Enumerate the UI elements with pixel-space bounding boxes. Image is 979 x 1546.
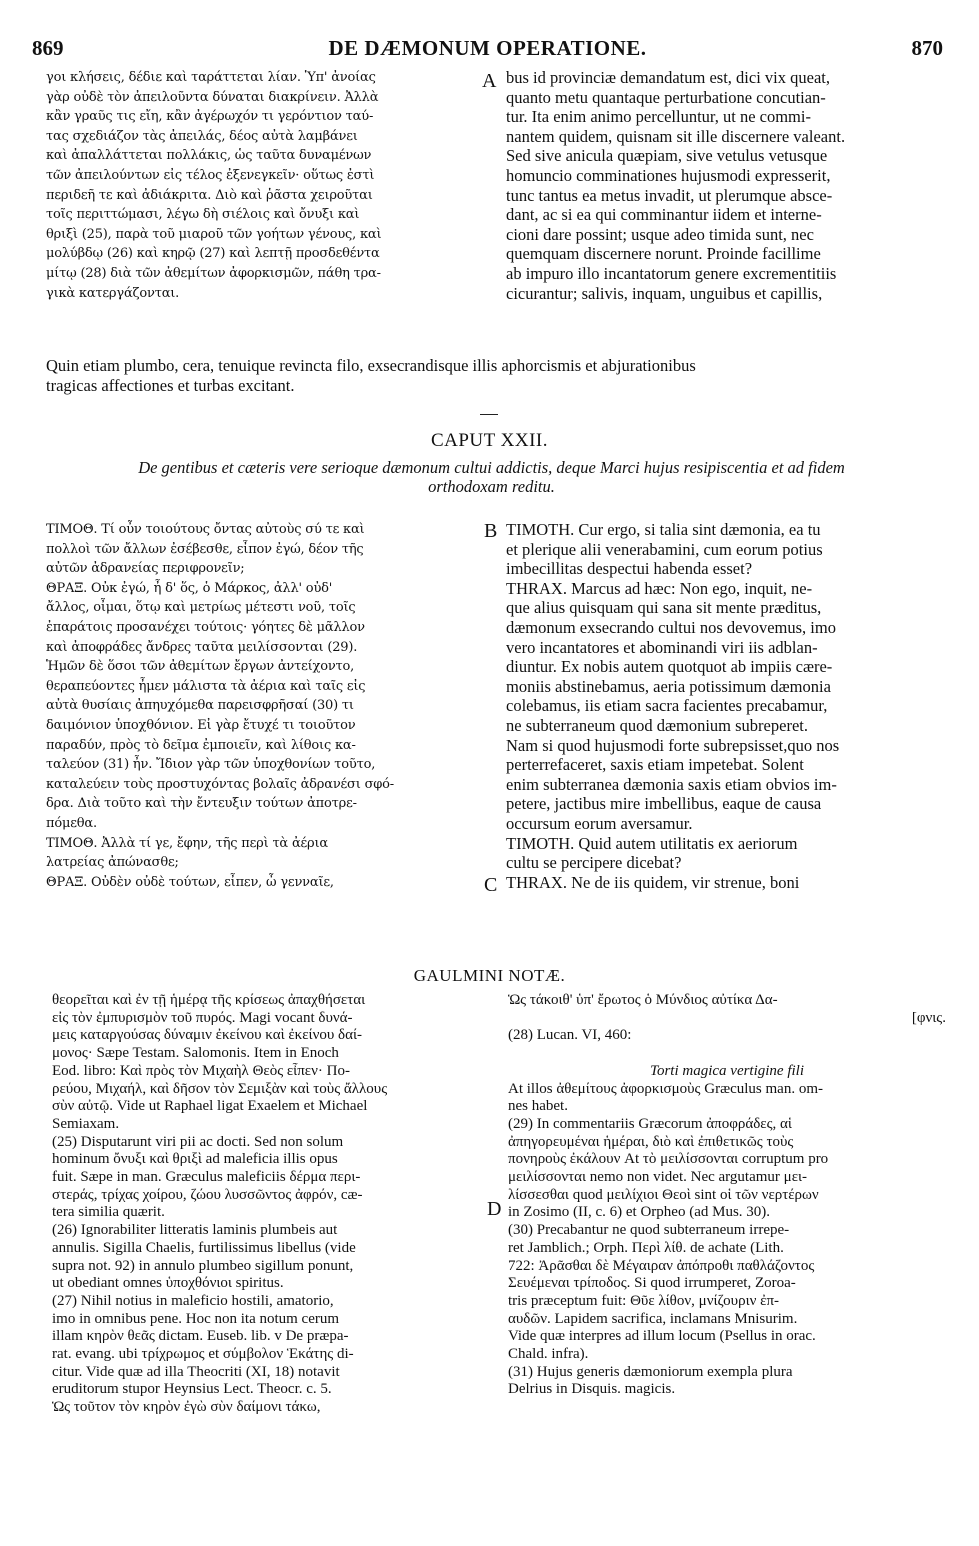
greek-dialogue-column [46, 520, 474, 900]
subtitle-line: orthodoxam reditu. [428, 477, 555, 496]
latin-line: imbecillitas despectui habenda esset? [506, 559, 753, 579]
latin-line: cultu se percipere dicebat? [506, 853, 682, 873]
full-width-paragraph [46, 356, 946, 396]
note-line: At illos ἀθεμίτους ἀφορκισμοὺς Græculus man. om- [508, 1080, 823, 1097]
greek-line: μολύβδῳ (26) καὶ κηρῷ (27) καὶ λεπτῇ προσδεθέντα [46, 246, 380, 262]
note-line: θεορεῖται καὶ ἐν τῇ ἡμέρᾳ τῆς κρίσεως ἀπαχθήσεται [52, 992, 366, 1008]
greek-line: αὐτῶν ἀδρανείας περιφρονεῖν; [46, 561, 245, 577]
note-line: (28) Lucan. VI, 460: [508, 1027, 632, 1044]
paragraph-line: Quin etiam plumbo, cera, tenuique revincta filo, exsecrandisque illis aphorcismis et abjurationibus [46, 356, 696, 375]
latin-line: Sed sive anicula quæpiam, sive vetulus vetusque [506, 146, 828, 166]
section-rule [480, 414, 498, 415]
note-line: tris præceptum fuit: Θῦε λίθον, μνίζουριν ἐπ- [508, 1292, 780, 1309]
latin-line: petere, jactibus mire imbellibus, eaque de causa [506, 794, 822, 814]
notes-heading: GAULMINI NOTÆ. [413, 966, 566, 985]
greek-line: πολλοὶ τῶν ἄλλων ἐσέβεσθε, εἶπον ἐγώ, δέον τῆς [46, 541, 364, 557]
greek-line: μίτῳ (28) διὰ τῶν ἀθεμίτων ἀφορκισμῶν, πάθη τρα- [46, 265, 381, 281]
note-line: rat. evang. ubi τρίχρωμος et σύμβολον Ἑκάτης di- [52, 1346, 354, 1363]
latin-line: Nam si quod hujusmodi forte subrepsisset,quo nos [506, 735, 840, 755]
greek-line: θεραπεύοντες ἦμεν μάλιστα τὰ ἀέρια καὶ ταῖς εἰς [46, 678, 366, 694]
note-line: μονος· Sæpe Testam. Salomonis. Item in Enoch [52, 1045, 339, 1062]
greek-line: αὐτὰ θυσίαις ἀπηυχόμεθα παρεισφρῆσαί (30) τι [46, 698, 354, 714]
latin-line: moniis abstinebamus, aeria potissimum dæmonia [506, 676, 831, 696]
greek-line: τοῖς περιττώμασι, λέγω δὴ σιέλοις καὶ ὄνυξι καὶ [46, 207, 360, 223]
note-line: ρεύου, Μιχαήλ, καὶ δῆσον τὸν Σεμιξὰν καὶ τοὺς ἄλλους [52, 1080, 388, 1097]
latin-line: perterrefaceret, saxis etiam impetebat. Solent [506, 755, 804, 775]
note-line: (31) Hujus generis dæmoniorum exempla plura [508, 1363, 793, 1380]
greek-line: Ἡμῶν δὲ ὅσοι τῶν ἀθεμίτων ἔργων ἀντείχοντο, [46, 659, 355, 675]
chapter-heading: CAPUT XXII. [430, 430, 549, 451]
note-line: in Zosimo (II, c. 6) et Orpheo (ad Mus. 30). [508, 1204, 771, 1221]
latin-line: colebamus, iis etiam sacra facientes precabamur, [506, 696, 828, 716]
note-line: Ὡς τοῦτον τὸν κηρὸν ἐγὼ σὺν δαίμονι τάκω, [52, 1399, 321, 1416]
latin-line: THRAX. Marcus ad hæc: Non ego, inquit, ne- [506, 578, 813, 598]
margin-letter-c: C [484, 874, 498, 896]
note-line: (30) Precabantur ne quod subterraneum irrepe- [508, 1222, 790, 1239]
note-line: εἰς τὸν ἐμπυρισμὸν τοῦ πυρός. Magi vocant δυνά- [52, 1009, 353, 1026]
note-line: ἀπηγορευμέναι ἡμέραι, διὸ καὶ ἐπιθετικῶς τοὺς [508, 1133, 794, 1150]
running-title: DE DÆMONUM OPERATIONE. [328, 36, 647, 60]
page-number-right: 870 [911, 36, 943, 60]
chapter-subtitle [40, 458, 943, 496]
latin-line: nantem quidem, quisnam sit ille discernere valeant. [506, 126, 846, 146]
latin-line: ne subterraneum quod dæmonium subreperet. [506, 715, 808, 735]
note-line: nes habet. [508, 1098, 568, 1115]
greek-line: ΘΡΑΞ. Οὐδὲν οὐδὲ τούτων, εἶπεν, ὦ γενναῖε, [46, 874, 334, 890]
greek-line: καὶ ἀπαλλάττεται πολλάκις, ὡς ταῦτα δυναμένων [46, 148, 372, 164]
latin-line: occursum eorum aversamur. [506, 813, 693, 833]
note-line: ret Jamblich.; Orph. Περὶ λίθ. de achate (Lith. [508, 1239, 784, 1256]
latin-line: quanto metu quantaque perturbatione concutian- [506, 87, 826, 107]
note-line: Vide quæ interpres ad illum locum (Psellus in orac. [508, 1328, 816, 1345]
greek-line: γοι κλήσεις, δέδιε καὶ ταράττεται λίαν. Ὑπ' ἀνοίας [46, 70, 376, 85]
greek-line: πόμεθα. [46, 815, 97, 831]
note-line: μειλίσσονται nemo non videt. Nec argutamur μει- [508, 1169, 808, 1186]
note-line: Ὡς τάκοιθ' ὑπ' ἔρωτος ὁ Μύνδιος αὐτίκα Δα- [508, 992, 778, 1008]
greek-line: περιδεῆ τε καὶ ἀδιάκριτα. Διὸ καὶ ῥᾶστα χειροῦται [46, 187, 373, 203]
greek-line: καὶ ἀποφράδες ἄνδρες ταῦτα μειλίσσονται (29). [46, 639, 358, 655]
greek-line: κἂν γραῦς τις εἴη, κἂν ἀγέρωχόν τι γερόντιον ταύ- [46, 109, 374, 125]
note-line: σὺν αὐτῷ. Vide ut Raphael ligat Exaelem et Michael [52, 1098, 368, 1115]
note-line: Delrius in Disquis. magicis. [508, 1381, 676, 1398]
greek-line: παραδύν, πρὸς τὸ δεῖμα ἐμποιεῖν, καὶ λίθοις κα- [46, 737, 356, 753]
note-line: [φνις. [911, 1009, 946, 1026]
note-line: Eod. libro: Καὶ πρὸς τὸν Μιχαὴλ Θεὸς εἶπεν· Πο- [52, 1062, 350, 1079]
greek-line: θριξὶ (25), παρὰ τοῦ μιαροῦ τῶν γοήτων γένους, καὶ [46, 226, 382, 242]
greek-line: ΤΙΜΟΘ. Τί οὖν τοιούτους ὄντας αὐτοὺς σύ τε καὶ [46, 522, 365, 537]
greek-line: γικὰ κατεργάζονται. [46, 285, 180, 301]
note-line: λίσσεσθαι quod μειλίχιοι Θεοὶ sint οἱ τῶν νερτέρων [508, 1186, 819, 1203]
greek-line: τας σχεδιάζον τὰς ἀπειλάς, δέος αὐτὰ λαμβάνει [46, 128, 358, 144]
note-line: στεράς, τρίχας χοίρου, ζώου λυσσῶντος ἀφρόν, cæ- [52, 1186, 363, 1203]
latin-line: diuntur. Ex nobis autem quotquot ab impiis cære- [506, 657, 833, 677]
latin-dialogue-column [506, 520, 946, 900]
paragraph-line: tragicas affectiones et turbas excitant. [46, 375, 295, 395]
subtitle-line: De gentibus et cæteris vere serioque dæmonum cultui addictis, deque Marci hujus resipiscentia et ad fidem [138, 458, 845, 477]
greek-line: ΤΙΜΟΘ. Ἀλλὰ τί γε, ἔφην, τῆς περὶ τὰ ἀέρια [46, 835, 328, 851]
latin-line: tunc tantus ea metus invadit, ut plerumque absce- [506, 185, 833, 205]
greek-line: λατρείας ἀπώνασθε; [46, 855, 179, 871]
margin-letter-a: A [482, 70, 497, 92]
latin-line: dæmonum exsecrando cultui nos devovemus, imo [506, 617, 836, 637]
note-line: tera similia quærit. [52, 1204, 165, 1221]
latin-line: que alius quisquam qui sana sit mente præditus, [506, 598, 822, 618]
greek-line: δαιμόνιον ὑποχθόνιον. Εἰ γὰρ ἔτυχέ τι τοιοῦτον [46, 717, 356, 733]
page-number-left: 869 [32, 36, 64, 60]
note-line: imo in omnibus pene. Hoc non ita notum cerum [52, 1310, 340, 1327]
greek-line: ἐπαράτοις προσανέχει τούτοις· γόητες δὲ μᾶλλον [46, 619, 365, 635]
note-line: μεις καταργούσας δύναμιν ἐκείνου καὶ ἐκείνου δαί- [52, 1027, 362, 1044]
note-line: Chald. infra). [508, 1346, 589, 1363]
note-line: (29) In commentariis Græcorum ἀποφράδες, αἱ [508, 1115, 792, 1132]
note-line: Σευέμεναι τρίποδος. Si quod irrumperet, Zoroa- [508, 1275, 796, 1292]
latin-line: tur. Ita enim animo percelluntur, ut ne commi- [506, 107, 811, 127]
latin-line: TIMOTH. Cur ergo, si talia sint dæmonia, ea tu [506, 520, 821, 539]
note-line: ut obediant omnes ὑποχθόνιοι spiritus. [52, 1275, 284, 1292]
latin-line: TIMOTH. Quid autem utilitatis ex aeriorum [506, 833, 798, 853]
note-line: eruditorum stupor Heynsius Lect. Theocr. c. 5. [52, 1381, 332, 1398]
note-line: Semiaxam. [52, 1115, 120, 1132]
margin-letter-b: B [484, 520, 498, 542]
latin-line: et plerique alii venerabamini, cum eorum potius [506, 539, 823, 559]
latin-line: quemquam discernere norunt. Proinde facillime [506, 244, 821, 264]
note-line: hominum ὄνυξι καὶ θριξὶ ad maleficia illis opus [52, 1151, 338, 1168]
note-line: (27) Nihil notius in maleficio hostili, amatorio, [52, 1292, 334, 1309]
latin-line: enim subterranea dæmonia saxis etiam obvios im- [506, 774, 837, 794]
margin-letter-d: D [487, 1198, 502, 1220]
note-line: 722: Ἀρᾶσθαι δὲ Μέγαιραν ἀπόπροθι παθλάζοντος [508, 1257, 815, 1274]
latin-line: bus id provinciæ demandatum est, dici vix queat, [506, 68, 830, 87]
note-line: supra not. 92) in annulo plumbeo sigillum ponunt, [52, 1257, 354, 1274]
note-line: annulis. Sigilla Chaelis, furtilissimus libellus (vide [52, 1239, 356, 1256]
greek-line: τῶν ἀπειλούντων εἰς τέλος ἐξενεγκεῖν· οὕτως ἐστὶ [46, 167, 375, 183]
notes-column-right [508, 992, 946, 1432]
note-line: illam κηρὸν θεᾶς dictam. Euseb. lib. v De præpa- [52, 1328, 349, 1345]
greek-line: ταλεύον (31) ἦν. Ἴδιον γὰρ τῶν ὑποχθονίων τοῦτο, [46, 757, 376, 773]
greek-line: ἄλλος, οἶμαι, ὅτῳ καὶ μετρίως μέτεστι νοῦ, τοῖς [46, 600, 356, 616]
note-line: πονηροὺς ἐκάλουν At τὸ μειλίσσονται corruptum pro [508, 1151, 829, 1168]
latin-line: ab impuro illo incantatorum genere excrementitiis [506, 263, 837, 283]
greek-text-column-top [46, 68, 474, 308]
latin-line: cicurantur; salivis, inquam, unguibus et capillis, [506, 283, 823, 303]
greek-line: δρα. Διὰ τοῦτο καὶ τὴν ἔντευξιν τούτων ἀποτρε- [46, 796, 357, 812]
note-line: fuit. Sæpe in man. Græculus maleficiis δέρμα περι- [52, 1169, 361, 1186]
page-header [32, 36, 943, 64]
greek-line: ΘΡΑΞ. Οὐκ ἐγώ, ἦ δ' ὅς, ὁ Μάρκος, ἀλλ' οὐδ' [46, 580, 333, 596]
latin-text-column-top [506, 68, 946, 308]
latin-line: cioni dare possint; usque adeo timida sunt, nec [506, 224, 814, 244]
note-line: αυδῶν. Lapidem sacrifica, inclamans Mnisurim. [508, 1310, 798, 1327]
greek-line: καταλεύειν τοὺς προστυχόντας βολαῖς ἀδρανέσι σφό- [46, 776, 394, 792]
note-line [508, 1045, 946, 1063]
notes-column-left [52, 992, 484, 1432]
note-line: (26) Ignorabiliter litteratis laminis plumbeis aut [52, 1222, 338, 1239]
note-line: (25) Disputarunt viri pii ac docti. Sed non solum [52, 1133, 344, 1150]
note-line: Torti magica vertigine fili [649, 1062, 805, 1079]
latin-line: homuncio comminationes hujusmodi expresserit, [506, 165, 831, 185]
latin-line: dant, ac si ea qui comminantur iidem et interne- [506, 205, 822, 225]
latin-line: vero incantatores et abominandi viri iis adblan- [506, 637, 818, 657]
note-line: citur. Vide quæ ad illa Theocriti (XI, 18) notavit [52, 1363, 340, 1380]
greek-line: γὰρ οὐδὲ τὸν ἀπειλοῦντα δύναται διακρίνειν. Ἀλλὰ [46, 89, 379, 105]
latin-line: THRAX. Ne de iis quidem, vir strenue, boni [506, 872, 800, 892]
